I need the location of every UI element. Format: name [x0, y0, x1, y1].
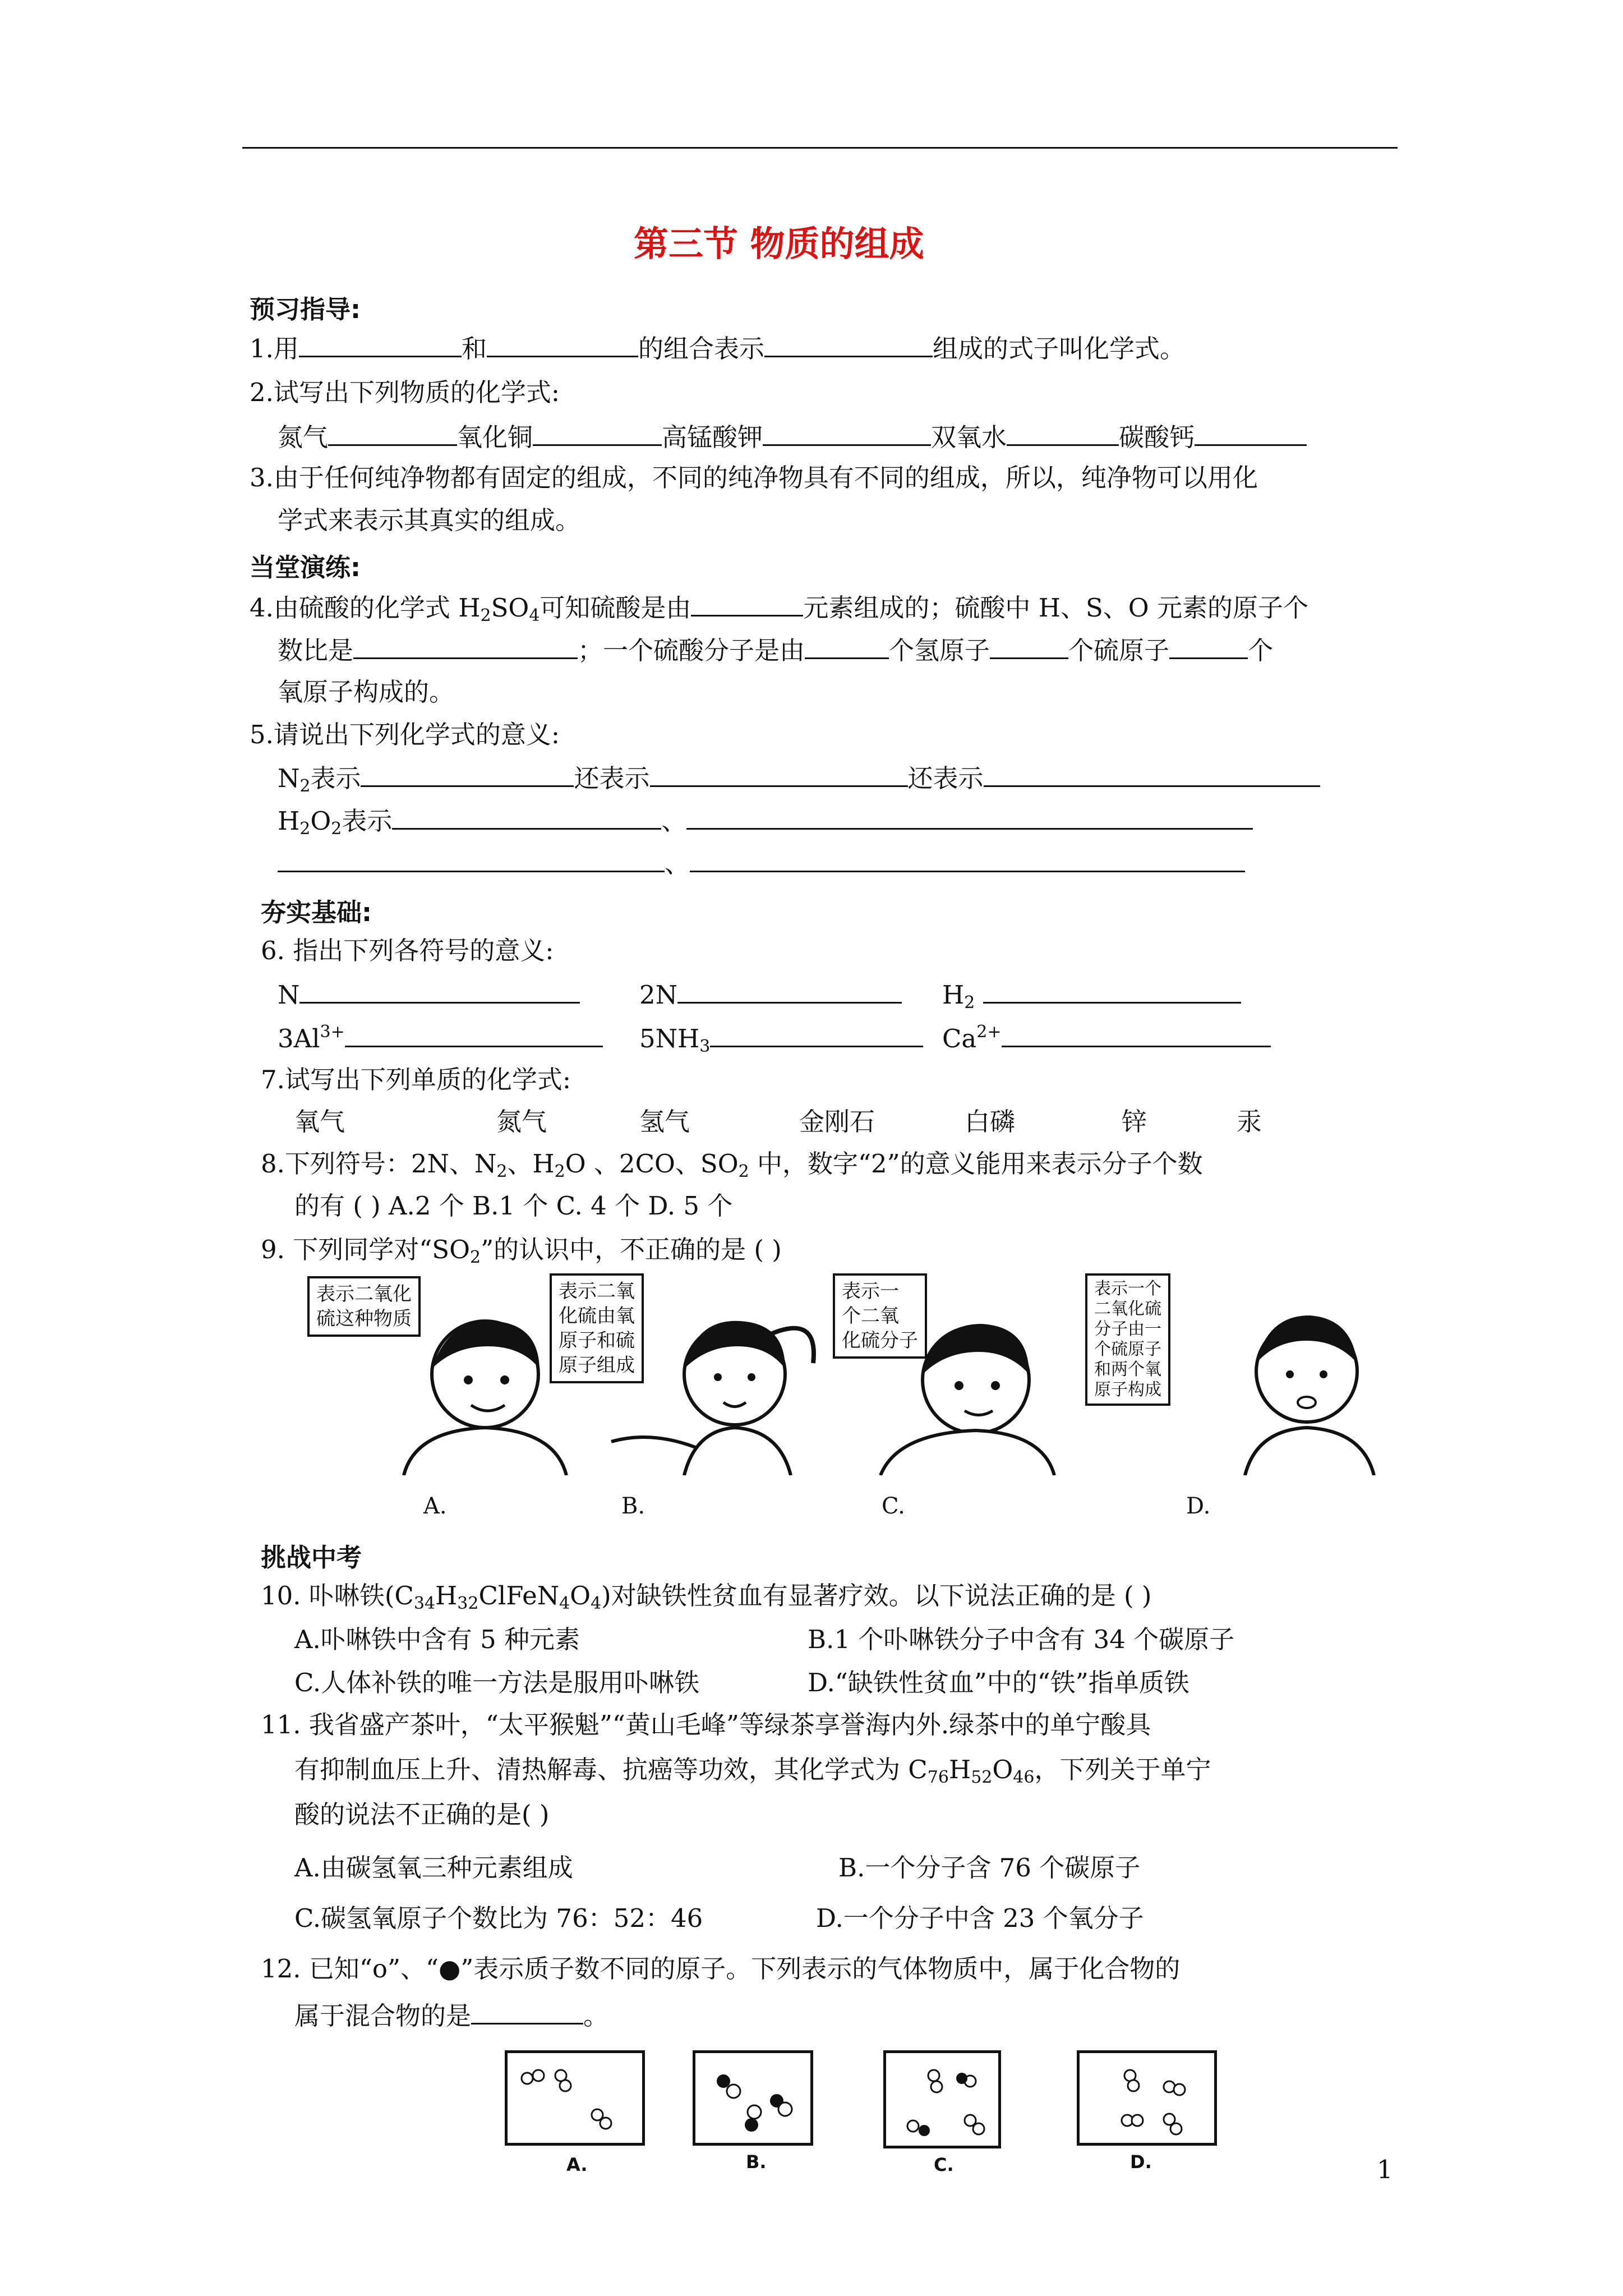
molecule-box-c: [883, 2050, 1001, 2148]
question-2-items: 氮气 氧化铜 高锰酸钾 双氧水 碳酸钙: [278, 420, 1307, 454]
blank[interactable]: [691, 590, 803, 616]
q11-option-a[interactable]: A.由碳氢氧三种元素组成: [294, 1853, 573, 1883]
q11-option-d[interactable]: D.一个分子中含 23 个氧分子: [816, 1903, 1144, 1933]
question-5-line3: 、: [278, 846, 1245, 881]
question-4-line3: 氧原子构成的。: [278, 677, 455, 707]
box-label-d: D.: [1130, 2151, 1152, 2173]
blank[interactable]: [1002, 1021, 1271, 1047]
q10-option-a[interactable]: A.卟啉铁中含有 5 种元素: [294, 1625, 580, 1654]
box-label-a: A.: [566, 2154, 588, 2175]
q7-item: 汞: [1237, 1107, 1262, 1137]
blank[interactable]: [686, 803, 1253, 830]
question-5-stem: 5.请说出下列化学式的意义:: [250, 720, 560, 749]
q7-item: 氢气: [639, 1107, 690, 1137]
question-12-line1: 12. 已知“o”、“●”表示质子数不同的原子。下列表示的气体物质中，属于化合物的: [261, 1954, 1181, 1984]
blank[interactable]: [690, 846, 1245, 872]
question-6-nh3: $5NH_3$: [639, 1021, 923, 1056]
box-label-b: B.: [746, 2151, 767, 2173]
blank[interactable]: [764, 331, 933, 357]
speech-bubble-b: 表示二氧 化硫由氧 原子和硫 原子组成: [550, 1273, 644, 1383]
q7-item: 氧气: [294, 1107, 345, 1137]
question-6-row1: N: [278, 977, 580, 1012]
option-label-b: B.: [621, 1493, 645, 1519]
option-label-d: D.: [1186, 1493, 1211, 1519]
blank[interactable]: [650, 761, 908, 787]
section-practice: 当堂演练:: [250, 553, 361, 582]
question-6-ca: $Ca^{2+}$: [942, 1021, 1271, 1056]
blank[interactable]: [1195, 420, 1307, 446]
question-12-line2: 属于混合物的是 。: [294, 1998, 608, 2033]
option-label-a: A.: [423, 1493, 447, 1519]
blank[interactable]: [763, 420, 931, 446]
blank[interactable]: [805, 633, 889, 659]
question-10-stem: 10. 卟啉铁$(C_{34}H_{32}ClFeN_4O_4)$对缺铁性贫血有显著疗效。以下说法正确的是 ( ): [261, 1581, 1152, 1613]
blank[interactable]: [299, 977, 580, 1004]
blank[interactable]: [533, 420, 662, 446]
page-number: 1: [1377, 2155, 1393, 2184]
option-label-c: C.: [882, 1493, 905, 1519]
box-label-c: C.: [934, 2154, 954, 2175]
question-6-stem: 6. 指出下列各符号的意义:: [261, 936, 554, 965]
question-8-line1: 8.下列符号：2N、$N_2$、$H_2O$ 、2CO、$SO_2$ 中，数字“2”的意义能用来表示分子个数: [261, 1149, 1203, 1181]
q11-option-b[interactable]: B.一个分子含 76 个碳原子: [838, 1853, 1141, 1883]
q10-option-c[interactable]: C.人体补铁的唯一方法是服用卟啉铁: [294, 1668, 700, 1697]
question-6-row2: $3Al^{3+}$: [278, 1021, 603, 1056]
question-6-h2: $H_2$: [942, 977, 1241, 1012]
question-11-line2: 有抑制血压上升、清热解毒、抗癌等功效，其化学式为 $C_{76}H_{52}O_{46}$，下列关于单宁: [294, 1755, 1211, 1787]
section-challenge: 挑战中考: [261, 1543, 362, 1572]
student-d-illustration: [1228, 1301, 1385, 1475]
question-3-line1: 3.由于任何纯净物都有固定的组成，不同的纯净物具有不同的组成，所以，纯净物可以用化: [250, 463, 1258, 493]
blank[interactable]: [710, 1021, 923, 1047]
question-7-stem: 7.试写出下列单质的化学式:: [261, 1065, 571, 1094]
blank[interactable]: [353, 633, 578, 659]
blank[interactable]: [471, 1998, 583, 2024]
blank[interactable]: [328, 420, 457, 446]
speech-bubble-a: 表示二氧化 硫这种物质: [307, 1276, 421, 1337]
blank[interactable]: [1169, 633, 1248, 659]
question-8-line2: 的有 ( ) A.2 个 B.1 个 C. 4 个 D. 5 个: [294, 1191, 733, 1221]
blank[interactable]: [487, 331, 638, 357]
question-11-line1: 11. 我省盛产茶叶，“太平猴魁”“黄山毛峰”等绿茶享誉海内外.绿茶中的单宁酸具: [261, 1710, 1151, 1740]
blank[interactable]: [361, 761, 574, 787]
q10-option-b[interactable]: B.1 个卟啉铁分子中含有 34 个碳原子: [808, 1625, 1235, 1654]
question-2-stem: 2.试写出下列物质的化学式:: [250, 378, 560, 407]
blank[interactable]: [299, 331, 462, 357]
blank[interactable]: [983, 977, 1241, 1004]
q10-option-d[interactable]: D.“缺铁性贫血”中的“铁”指单质铁: [808, 1668, 1189, 1697]
question-9-stem: 9. 下列同学对“$SO_2$”的认识中，不正确的是 ( ): [261, 1235, 782, 1267]
question-3-line2: 学式来表示其真实的组成。: [278, 505, 581, 535]
blank[interactable]: [984, 761, 1320, 787]
blank[interactable]: [345, 1021, 603, 1047]
blank[interactable]: [1007, 420, 1119, 446]
question-5-h2o2: $H_2O_2$表示 、: [278, 803, 1253, 838]
student-c-illustration: [875, 1307, 1060, 1475]
speech-bubble-c: 表示一 个二氧 化硫分子: [833, 1273, 927, 1359]
q7-item: 锌: [1122, 1107, 1147, 1137]
speech-bubble-d: 表示一个 二氧化硫 分子由一 个硫原子 和两个氧 原子构成: [1085, 1273, 1170, 1406]
question-4-line2: 数比是 ；一个硫酸分子是由 个氢原子 个硫原子 个: [278, 633, 1273, 668]
q7-item: 氮气: [496, 1107, 547, 1137]
molecule-box-b: [693, 2050, 813, 2146]
q7-item: 金刚石: [799, 1107, 875, 1137]
question-1: 1.用 和 的组合表示 组成的式子叫化学式。: [250, 331, 1185, 366]
section-preview: 预习指导:: [250, 295, 361, 324]
page-title: 第三节 物质的组成: [634, 223, 924, 264]
blank[interactable]: [990, 633, 1068, 659]
blank[interactable]: [392, 803, 661, 830]
q7-item: 白磷: [965, 1107, 1016, 1137]
molecule-box-d: [1077, 2050, 1217, 2146]
blank[interactable]: [677, 977, 902, 1004]
molecule-box-a: [505, 2050, 645, 2146]
q11-option-c[interactable]: C.碳氢氧原子个数比为 76：52：46: [294, 1903, 703, 1933]
question-11-line3: 酸的说法不正确的是( ): [294, 1800, 550, 1829]
question-5-n2: $N_2$表示 还表示 还表示: [278, 761, 1320, 795]
blank[interactable]: [278, 846, 665, 872]
student-a-illustration: [393, 1307, 578, 1475]
section-foundation: 夯实基础:: [261, 898, 372, 927]
question-4-line1: 4.由硫酸的化学式 $H_2SO_4$可知硫酸是由 元素组成的；硫酸中 H、S、O 元素的原子个: [250, 590, 1308, 625]
header-rule: [242, 147, 1398, 149]
student-b-illustration: [600, 1301, 824, 1475]
question-6-2n: 2N: [639, 977, 902, 1012]
